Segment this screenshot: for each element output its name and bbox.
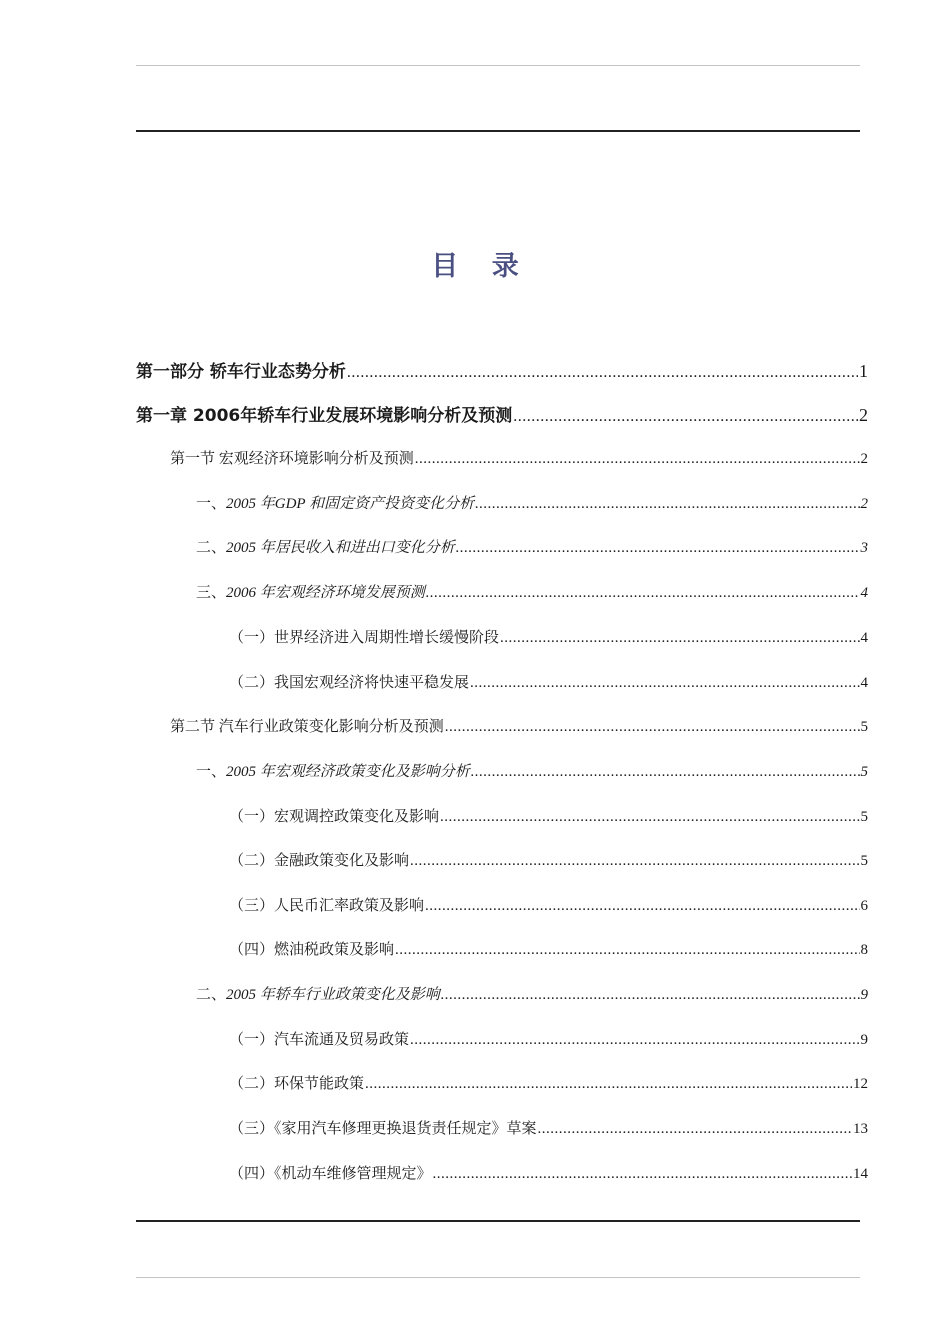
- toc-entry-label: [229, 1033, 409, 1048]
- toc-entry-text: （四）《机动车维修管理规定》: [229, 1166, 432, 1182]
- toc-entry-text: （二）环保节能政策: [229, 1076, 365, 1092]
- toc-dot-leader: [471, 765, 860, 780]
- toc-page-number: 5: [860, 853, 868, 869]
- toc-entry-label: [229, 899, 424, 914]
- toc-entry-text: （一）汽车流通及贸易政策: [229, 1032, 410, 1048]
- toc-page-number: 14: [853, 1166, 868, 1182]
- toc-page-number: 13: [853, 1121, 868, 1137]
- toc-entry-label: [229, 1167, 432, 1182]
- toc-dot-leader: [456, 541, 860, 556]
- toc-entry[interactable]: [196, 586, 868, 601]
- toc-dot-leader: [445, 720, 860, 735]
- toc-dot-leader: [347, 365, 858, 381]
- toc-entry-text: （二）金融政策变化及影响: [229, 853, 410, 869]
- toc-dot-leader: [425, 899, 859, 914]
- toc-dot-leader: [470, 676, 859, 691]
- toc-entry-label: [196, 765, 470, 780]
- toc-dot-leader: [440, 810, 859, 825]
- toc-entry-text: 第一章 2006年轿车行业发展环境影响分析及预测: [136, 406, 513, 426]
- toc-entry-label: [136, 408, 512, 425]
- toc-entry[interactable]: [196, 988, 868, 1003]
- toc-entry[interactable]: [196, 497, 868, 512]
- toc-entry-text: 2005 年轿车行业政策变化及影响: [226, 987, 440, 1003]
- toc-entry-label: [196, 541, 455, 556]
- toc-dot-leader: [426, 586, 860, 601]
- toc-dot-leader: [433, 1167, 852, 1182]
- toc-page-number: 6: [860, 898, 868, 914]
- toc-entry-text: 第二节 汽车行业政策变化影响分析及预测: [170, 719, 444, 735]
- toc-dot-leader: [513, 409, 858, 425]
- toc-entry-text: 2006 年宏观经济环境发展预测: [226, 585, 425, 601]
- toc-entry[interactable]: [229, 1077, 868, 1092]
- toc-entry-prefix: 一、: [196, 764, 227, 780]
- toc-entry-label: [229, 1122, 537, 1137]
- toc-entry[interactable]: [229, 676, 868, 691]
- toc-entry-prefix: 二、: [196, 540, 227, 556]
- toc-dot-leader: [500, 631, 859, 646]
- toc-page-number: 12: [853, 1076, 868, 1092]
- toc-page-number: 2: [860, 496, 868, 512]
- toc-page-number: 2: [859, 405, 868, 425]
- toc-page-number: 4: [860, 630, 868, 646]
- toc-page-number: 5: [860, 719, 868, 735]
- toc-entry-label: [170, 720, 444, 735]
- toc-title: 目 录: [431, 251, 531, 282]
- toc-entry-prefix: 三、: [196, 585, 227, 601]
- toc-entry-text: （二）我国宏观经济将快速平稳发展: [229, 675, 470, 691]
- toc-page-number: 9: [860, 987, 868, 1003]
- toc-entry[interactable]: [136, 406, 868, 425]
- toc-page-number: 4: [860, 675, 868, 691]
- toc-entry-label: [196, 497, 474, 512]
- toc-entry-label: [229, 810, 439, 825]
- toc-entry-text: 2005 年居民收入和进出口变化分析: [226, 540, 455, 556]
- toc-dot-leader: [395, 943, 859, 958]
- toc-entry-label: [229, 854, 409, 869]
- toc-entry[interactable]: [229, 1122, 868, 1137]
- toc-entry[interactable]: [170, 720, 868, 735]
- toc-entry[interactable]: [229, 1033, 868, 1048]
- toc-entry-text: （三）《家用汽车修理更换退货责任规定》草案: [229, 1121, 537, 1137]
- toc-entry[interactable]: [229, 899, 868, 914]
- toc-dot-leader: [538, 1122, 852, 1137]
- toc-page-number: 2: [860, 451, 868, 467]
- toc-dot-leader: [415, 452, 860, 467]
- toc-entry-text: 2005 年GDP 和固定资产投资变化分析: [226, 496, 475, 512]
- toc-entry[interactable]: [136, 362, 868, 381]
- toc-entry[interactable]: [229, 943, 868, 958]
- toc-entry-prefix: 二、: [196, 987, 227, 1003]
- toc-dot-leader: [410, 854, 859, 869]
- toc-entry-prefix: 一、: [196, 496, 227, 512]
- toc-entry-text: 2005 年宏观经济政策变化及影响分析: [226, 764, 470, 780]
- toc-entry[interactable]: [196, 765, 868, 780]
- toc-entry-label: [136, 364, 346, 381]
- toc-entry-label: [229, 676, 469, 691]
- toc-entry-label: [229, 1077, 364, 1092]
- toc-entry[interactable]: [229, 631, 868, 646]
- toc-entry[interactable]: [229, 1167, 868, 1182]
- toc-dot-leader: [365, 1077, 852, 1092]
- toc-entry-label: [196, 988, 440, 1003]
- toc-entry[interactable]: [229, 854, 868, 869]
- toc-entry-text: （一）宏观调控政策变化及影响: [229, 809, 440, 825]
- toc-dot-leader: [441, 988, 860, 1003]
- toc-entry-text: 第一节 宏观经济环境影响分析及预测: [170, 451, 414, 467]
- toc-dot-leader: [475, 497, 859, 512]
- toc-entry-label: [170, 452, 414, 467]
- toc-entry-text: 第一部分 轿车行业态势分析: [136, 362, 346, 382]
- toc-page-number: 1: [859, 361, 868, 381]
- toc-entry-label: [229, 943, 394, 958]
- toc-entry-label: [229, 631, 499, 646]
- toc-entry-text: （四）燃油税政策及影响: [229, 942, 395, 958]
- toc-entry-label: [196, 586, 425, 601]
- footer-thick-rule: [136, 1220, 860, 1222]
- toc-entry[interactable]: [196, 541, 868, 556]
- toc-entry[interactable]: [170, 452, 868, 467]
- toc-page-number: 9: [860, 1032, 868, 1048]
- toc-dot-leader: [410, 1033, 859, 1048]
- toc-page-number: 3: [860, 540, 868, 556]
- toc-entry-text: （三）人民币汇率政策及影响: [229, 898, 425, 914]
- toc-page-number: 8: [860, 942, 868, 958]
- toc-entry-text: （一）世界经济进入周期性增长缓慢阶段: [229, 630, 500, 646]
- toc-page-number: 4: [860, 585, 868, 601]
- footer-thin-rule: [136, 1277, 860, 1278]
- toc-page-number: 5: [860, 764, 868, 780]
- toc-page-number: 5: [860, 809, 868, 825]
- toc-entry[interactable]: [229, 810, 868, 825]
